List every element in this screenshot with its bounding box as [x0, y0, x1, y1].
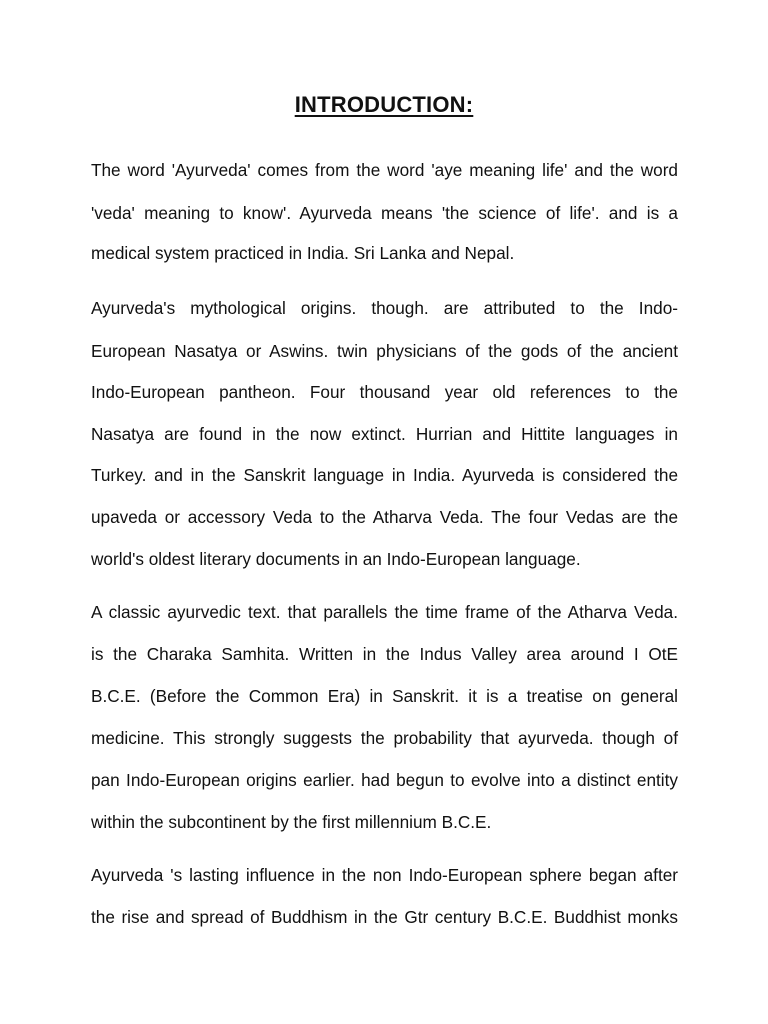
paragraph-3-line-3: B.C.E. (Before the Common Era) in Sanskrit. it is a treatise on general: [91, 686, 678, 706]
paragraph-2-line-2: European Nasatya or Aswins. twin physicians of the gods of the ancient: [91, 341, 678, 361]
paragraph-2-line-4: Nasatya are found in the now extinct. Hurrian and Hittite languages in: [91, 424, 678, 444]
paragraph-2-line-5: Turkey. and in the Sanskrit language in India. Ayurveda is considered the: [91, 465, 678, 485]
paragraph-4-line-2: the rise and spread of Buddhism in the Gtr century B.C.E. Buddhist monks: [91, 907, 678, 927]
paragraph-2-line-6: upaveda or accessory Veda to the Atharva Veda. The four Vedas are the: [91, 507, 678, 527]
paragraph-3-line-2: is the Charaka Samhita. Written in the Indus Valley area around I OtE: [91, 644, 678, 664]
paragraph-4-line-1: Ayurveda 's lasting influence in the non Indo-European sphere began after: [91, 865, 678, 885]
paragraph-1-line-3: medical system practiced in India. Sri Lanka and Nepal.: [91, 243, 515, 263]
paragraph-1-line-2: 'veda' meaning to know'. Ayurveda means 'the science of life'. and is a: [91, 203, 678, 223]
paragraph-2-line-7: world's oldest literary documents in an Indo-European language.: [91, 549, 581, 569]
paragraph-3-line-4: medicine. This strongly suggests the probability that ayurveda. though of: [91, 728, 678, 748]
paragraph-3-line-6: within the subcontinent by the first millennium B.C.E.: [91, 812, 492, 832]
paragraph-3-line-5: pan Indo-European origins earlier. had begun to evolve into a distinct entity: [91, 770, 678, 790]
paragraph-2-line-3: Indo-European pantheon. Four thousand year old references to the: [91, 382, 678, 402]
page-title: INTRODUCTION:: [294, 92, 474, 117]
paragraph-2-line-1: Ayurveda's mythological origins. though. are attributed to the Indo-: [91, 298, 678, 318]
paragraph-1-line-1: The word 'Ayurveda' comes from the word 'aye meaning life' and the word: [91, 160, 678, 180]
paragraph-3-line-1: A classic ayurvedic text. that parallels the time frame of the Atharva Veda.: [91, 602, 678, 622]
